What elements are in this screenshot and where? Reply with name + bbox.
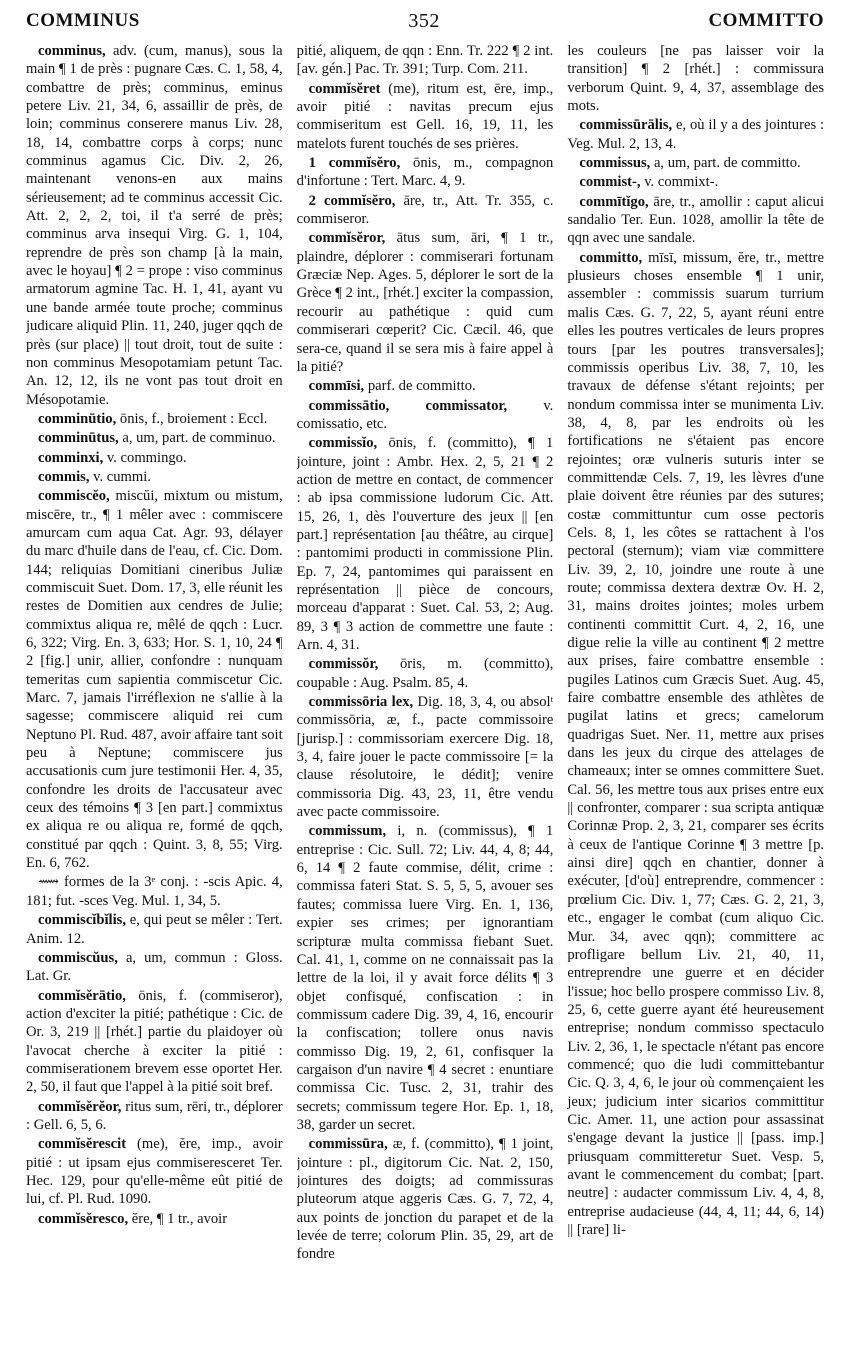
entry-headword: comminūtus, [38, 430, 119, 447]
entry-definition: v. commingo. [103, 449, 187, 466]
entry-headword: 1 commĭsĕro, [308, 155, 401, 172]
entry-headword: commissātio, commissator, [308, 397, 508, 414]
entry-definition: ōnis, m., compagnon d'infortune : Tert. Marc. 4, 9. [296, 155, 554, 190]
entry-definition: adv. (cum, manus), sous la main ¶ 1 de près : pugnare Cæs. C. 1, 58, 4, combattre de près; comminus, eminus petere Liv. 21, 34, 6, assaillir de près, de loin; comminus conserere manus Liv. 28, 18, 14, combattre corps à corps; nunc comminus agamus Cic. Div. 2, 26, maintenant venons-en aux mains sérieusement; ad te comminus accessit Cic. Att. 2, 2, 2, toi, il t'a serré de près; comminus arva insequi Virg. G. 1, 104, reprendre de près son champ [à la main, avec le hoyau] ¶ 2 = prope : viso comminus armatorum agmine Tac. H. 1, 41, ayant vu une bande armée toute proche; comminus judicare aliquid Plin. 11, 240, juger qqch de près (sur place) || tout droit, tout de suite : non comminus Mesopotamiam petunt Tac. An. 12, 12, ils ne vont pas tout droit en Mésopotamie. [26, 43, 283, 408]
entry-definition: ōnis, f. (commiseror), action d'exciter la pitié; pathétique : Cic. de Or. 3, 219 || [rhét.] partie du plaidoyer où l'avocat cherche à exciter la pitié : commiserationem brevem esse oportet Her. 2, 50, il faut que l'appel à la pitié soit bref. [26, 987, 283, 1096]
entry-headword: 2 commĭsĕro, [308, 192, 396, 209]
entry-headword: commissĭo, [308, 435, 378, 452]
entry-definition: e, où il y a des jointures : Veg. Mul. 2, 13, 4. [567, 117, 825, 152]
entry-definition: a, um, part. de comminuo. [118, 430, 276, 447]
entry-definition: (me), ĕre, imp., avoir pitié : ut ipsam ejus commiseresceret Ter. Hec. 129, pour qu'elle-même eût pitié de lui, cf. Pl. Rud. 1090. [26, 1136, 283, 1208]
dictionary-entry [567, 154, 824, 172]
dictionary-entry [26, 42, 283, 409]
dictionary-entry [297, 154, 554, 191]
entry-headword: commissōria lex, [308, 694, 414, 711]
dictionary-entry [567, 249, 824, 1240]
entry-definition: v. commixt-. [640, 174, 719, 191]
entry-headword: commĭsĕrĕor, [38, 1098, 122, 1115]
entry-definition: les couleurs [ne pas laisser voir la transition] ¶ 2 [rhét.] : commissura verborum Quint. 9, 4, 37, assemblage des mots. [567, 43, 825, 115]
dictionary-entry [26, 1210, 283, 1228]
dictionary-entry [297, 434, 554, 654]
dictionary-entry [297, 42, 554, 79]
entry-headword: commiscŭus, [38, 949, 118, 966]
entry-definition: ⟿ formes de la 3ᵉ conj. : -scis Apic. 4, 181; fut. -sces Veg. Mul. 1, 34, 5. [26, 874, 283, 909]
entry-headword: commĭsĕrescit [38, 1136, 127, 1153]
entry-definition: ōnis, f. (committo), ¶ 1 jointure, joint : Ambr. Hex. 2, 5, 21 ¶ 2 action de mettre en contact, de commencer : ab ipsa commissione ludorum Cic. Att. 15, 26, 1, dès l'ouverture des jeux || [en part.] représentation [au théâtre, au cirque] : pantomimi producti in commissione Plin. Ep. 7, 24, pantomimes qui paraissent en représentation || pièce de concours, morceau d'apparat : Suet. Cal. 53, 2; Aug. 89, 3 ¶ 3 action de commettre une faute : Arn. 4, 31. [296, 435, 554, 653]
entry-definition: (me), ritum est, ēre, imp., avoir pitié : navitas precum ejus commiseritum est Gell. 16, 19, 11, les matelots furent touchés de ses prières. [296, 80, 554, 152]
dictionary-entry [26, 1098, 283, 1135]
running-head [26, 0, 824, 42]
dictionary-entry [26, 410, 283, 428]
entry-headword: commissūrālis, [579, 117, 673, 134]
entry-definition: parf. de committo. [364, 378, 476, 395]
dictionary-entry [297, 655, 554, 692]
entry-definition: ĕre, ¶ 1 tr., avoir [128, 1210, 228, 1227]
dictionary-entry [26, 449, 283, 467]
entry-headword: commĭsĕrātio, [38, 987, 126, 1004]
entry-headword: committo, [579, 249, 643, 266]
entry-headword: comminus, [38, 43, 106, 59]
entry-definition: mīsī, missum, ĕre, tr., mettre plusieurs choses ensemble ¶ 1 unir, assembler : commissis suarum turrium malis Cæs. G. 7, 22, 5, ayant réuni entre elles les poutres verticales de leurs propres tours [par les poutres transversales]; commissis operibus Liv. 38, 7, 10, les travaux de défense s'étant rejoints; per nondum commissa inter se munimenta Liv. 38, 4, 8, par les endroits où les fortifications ne s'étaient pas encore rejointes; oræ vulneris suturis inter se committendæ Cels. 7, 19, les lèvres d'une plaie doivent être réunies par des sutures; costæ committuntur cum osse pectoris Cels. 8, 1, les côtes se rattachent à l'os pectoral (sternum); viam viæ committere Liv. 39, 2, 10, joindre une route à une route; commissa dextera dextræ Ov. H. 2, 31, mains droites jointes; moles urbem continenti committit Curt. 4, 2, 16, une digue relie la ville au continent ¶ 2 mettre aux prises, faire combattre ensemble : pugiles Latinos cum Græcis Suet. Aug. 45, faire combattre ensemble des athlètes de pugilat latins et grecs; camelorum quadrigas Suet. Ner. 11, mettre aux prises dans les jeux du cirque des attelages de chameaux; inter se omnes committere Suet. Cal. 56, les mettre tous aux prises entre eux || confronter, comparer : sua scripta antiquæ Corinnæ Prop. 2, 3, 21, comparer ses écrits à ceux de l'antique Corinne ¶ 3 mettre [p. ainsi dire] qqch en chantier, donner à exécuter, [d'où] entreprendre, commencer : prœlium Cic. Div. 1, 77; Cæs. G. 2, 21, 3, etc., engager le combat (cum aliquo Cic. Mur. 34, avec qqn); committere ac profligare bellum Liv. 21, 40, 11, entreprendre une guerre et en décider l'issue; hoc bello prospere commisso Liv. 8, 25, 6, cette guerre ayant été heureusement entreprise; nondum commisso spectaculo Liv. 2, 36, 1, le spectacle n'étant pas encore commencé; quo die ludi committebantur Cic. Q. 3, 4, 6, le jour où commençaient les jeux; judicium inter sicarios committitur Cic. Amer. 11, une action pour assassinat s'engage devant la justice || [pass. imp.] priusquam committeretur Suet. Vesp. 5, avant le commencement du combat; [part. neutre] : audacter commissum Liv. 4, 4, 8, entreprise audacieuse (44, 4, 11; 44, 6, 14) || [rare] li- [567, 249, 825, 1238]
entry-definition: Dig. 18, 3, 4, ou absolᵗ commissōria, æ, f., pacte commissoire [jurisp.] : commissoriam exercere Dig. 18, 3, 4, faire jouer le pacte commissoire [= la clause résolutoire, le dédit]; venire commissoria Dig. 43, 23, 11, être vendu avec pacte commissoire. [296, 694, 554, 821]
dictionary-entry [26, 487, 283, 872]
dictionary-entry [297, 397, 554, 434]
entry-headword: commissūra, [308, 1136, 388, 1153]
dictionary-entry [26, 949, 283, 986]
entry-definition: miscŭi, mixtum ou mistum, miscēre, tr., ¶ 1 mêler avec : commiscere amurcam cum aqua Cat. Agr. 93, délayer du marc d'huile dans de l'eau, cf. Cic. Dom. 144; reliquias Domitiani cineribus Juliæ commiscuit Suet. Dom. 17, 3, elle réunit les restes de Domitien aux cendres de Julie; commixtus aliqua re, mêlé de qqch : Lucr. 6, 322; Virg. En. 3, 633; Hor. S. 1, 10, 24 ¶ 2 [fig.] unir, allier, confondre : nunquam temeritas cum sapientia commiscetur Cic. Marc. 7, jamais l'irréflexion ne s'allie à la sagesse; commiscere aliquid rei cum Neptuno Pl. Rud. 487, avoir affaire tant soit peu à Neptune; commiscere jus accusationis cum jure testimonii Her. 4, 35, confondre les droits de l'accusateur avec ceux des témoins ¶ 3 [en part.] commixtus ex aliqua re ou aliqua re, formé de qqch, constitué par qqch : Quint. 3, 8, 55; Virg. En. 6, 762. [26, 488, 283, 872]
dictionary-entry [297, 1135, 554, 1263]
entry-headword: commīsi, [308, 378, 365, 395]
dictionary-entry [26, 468, 283, 486]
entry-headword: comminūtio, [38, 410, 117, 427]
dictionary-entry [567, 193, 824, 248]
entry-headword: commiscĭbĭlis, [38, 912, 126, 929]
entry-headword: comminxi, [38, 449, 104, 466]
entry-definition: ātus sum, āri, ¶ 1 tr., plaindre, déplorer : commiserari fortunam Græciæ Nep. Ages. 5, déplorer le sort de la Grèce ¶ 2 int., [rhét.] exciter la compassion, recourir au pathétique : quid cum commiserari cœperit? Cic. Cæcil. 46, que sera-ce, quand il se sera mis à faire appel à la pitié? [296, 230, 554, 375]
entry-definition: a, um, part. de committo. [650, 155, 801, 172]
entry-definition: a, um, commun : Gloss. Lat. Gr. [26, 949, 283, 985]
entry-definition: i, n. (commissus), ¶ 1 entreprise : Cic. Sull. 72; Liv. 44, 4, 8; 44, 6, 14 ¶ 2 faute commise, délit, crime : commissa fateri Stat. S. 5, 5, 5, avouer ses fautes; commissa luere Virg. En. 1, 136, expier ses crimes; per ignorantiam scripturæ multa commissa fiebant Suet. Cal. 41, 1, comme on ne connaissait pas la lettre de la loi, il y avait force délits ¶ 3 objet confisqué, confiscation : in commissum cadere Dig. 39, 4, 16, encourir la confiscation; tollere onus navis commisso Dig. 19, 2, 61, confisquer la cargaison d'un navire ¶ 4 secret : enuntiare commissa Cic. Tusc. 2, 31, trahir des secrets; commissum tegere Hor. Ep. 1, 18, 38, garder un secret. [296, 823, 554, 1133]
dictionary-entry [26, 987, 283, 1097]
dictionary-entry [26, 1135, 283, 1208]
dictionary-entry [297, 192, 554, 229]
entry-headword: commĭsĕror, [308, 230, 386, 247]
entry-headword: commist-, [579, 174, 641, 191]
dictionary-entry [567, 116, 824, 153]
entry-definition: æ, f. (committo), ¶ 1 joint, jointure : pl., digitorum Cic. Nat. 2, 150, jointures des doigts; ad commissuras pluteorum atque aggeris Cæs. G. 7, 72, 4, aux points de jonction du parapet et de la levée de terre; colorum Plin. 35, 29, art de fondre [296, 1136, 554, 1263]
page-number: 352 [408, 9, 440, 32]
dictionary-entry [297, 693, 554, 821]
dictionary-entry [297, 822, 554, 1134]
dictionary-entry [26, 911, 283, 948]
entry-headword: commissus, [579, 155, 651, 172]
entry-headword: commītĭgo, [579, 193, 649, 210]
entry-headword: commiscĕo, [38, 488, 110, 505]
entry-headword: commis, [38, 468, 90, 485]
entry-definition: ritus sum, rēri, tr., déplorer : Gell. 6, 5, 6. [26, 1098, 283, 1133]
column-3 [567, 42, 824, 1346]
entry-definition: āre, tr., Att. Tr. 355, c. commiseror. [296, 192, 554, 228]
entry-definition: e, qui peut se mêler : Tert. Anim. 12. [26, 912, 283, 947]
left-guide-word: COMMINUS [26, 10, 140, 31]
entry-definition: v. comissatio, etc. [296, 397, 554, 432]
columns [26, 42, 824, 1346]
entry-headword: commissŏr, [308, 656, 379, 673]
entry-headword: commĭsĕresco, [38, 1210, 129, 1227]
entry-headword: commĭsĕret [308, 80, 381, 97]
dictionary-entry [26, 873, 283, 910]
entry-headword: commissum, [308, 823, 387, 840]
right-guide-word: COMMITTO [708, 10, 824, 31]
dictionary-entry [567, 173, 824, 191]
entry-definition: ōnis, f., broiement : Eccl. [116, 410, 268, 427]
column-2 [297, 42, 554, 1346]
dictionary-entry [297, 377, 554, 395]
dictionary-entry [26, 429, 283, 447]
entry-definition: āre, tr., amollir : caput alicui sandalio Ter. Eun. 1028, amollir la tête de qqn avec une sandale. [567, 193, 825, 247]
entry-definition: v. cummi. [89, 468, 151, 485]
column-1 [26, 42, 283, 1346]
entry-definition: ōris, m. (committo), coupable : Aug. Psalm. 85, 4. [296, 656, 554, 691]
dictionary-entry [297, 229, 554, 376]
dictionary-entry [297, 80, 554, 153]
entry-definition: pitié, aliquem, de qqn : Enn. Tr. 222 ¶ 2 int. [av. gén.] Pac. Tr. 391; Turp. Com. 211. [296, 43, 554, 78]
dictionary-entry [567, 42, 824, 115]
